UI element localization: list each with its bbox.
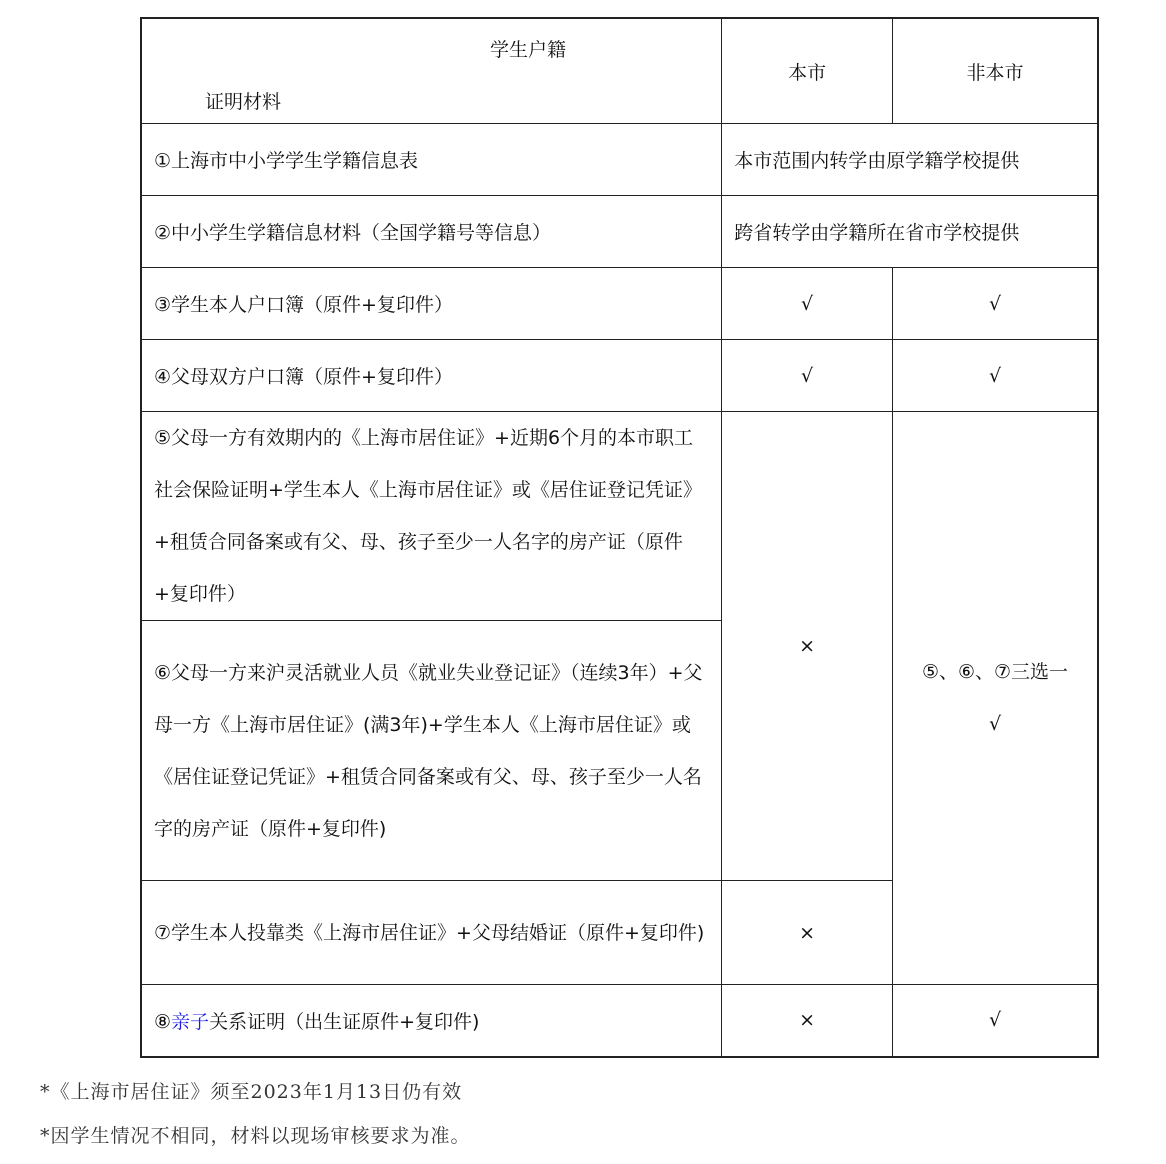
material-1-note: 本市范围内转学由原学籍学校提供	[722, 124, 1098, 196]
material-5-7-nonlocal	[893, 412, 1098, 985]
header-local: 本市	[722, 18, 893, 124]
material-5-6-local: ×	[722, 412, 893, 881]
material-7-local: ×	[722, 881, 893, 985]
header-diagonal-cell	[141, 18, 722, 124]
material-8-local: ×	[722, 985, 893, 1057]
material-4-local: √	[722, 340, 893, 412]
footnote-1: *《上海市居住证》须至2023年1月13日仍有效	[40, 1081, 463, 1103]
material-4-nonlocal: √	[893, 340, 1098, 412]
material-5: ⑤父母一方有效期内的《上海市居住证》+近期6个月的本市职工社会保险证明+学生本人《上海市居住证》或《居住证登记凭证》+租赁合同备案或有父、母、孩子至少一人名字的房产证（原件+复印件）	[141, 412, 722, 621]
material-8	[141, 985, 722, 1057]
material-4: ④父母双方户口簿（原件+复印件）	[141, 340, 722, 412]
material-8-prefix: ⑧	[154, 1010, 172, 1033]
materials-table	[140, 17, 1099, 1058]
choose-one-text: ⑤、⑥、⑦三选一	[921, 661, 1069, 683]
material-8-nonlocal: √	[893, 985, 1098, 1057]
header-materials-label: 证明材料	[205, 91, 282, 113]
choose-one-mark: √	[988, 713, 1002, 735]
footnotes	[40, 1076, 471, 1164]
header-household-label: 学生户籍	[490, 39, 567, 61]
material-8-suffix: 关系证明（出生证原件+复印件)	[209, 1010, 480, 1033]
material-3-local: √	[722, 268, 893, 340]
material-2-note: 跨省转学由学籍所在省市学校提供	[722, 196, 1098, 268]
parent-child-link[interactable]: 亲子	[171, 1010, 210, 1033]
material-1: ①上海市中小学学生学籍信息表	[141, 124, 722, 196]
material-6: ⑥父母一方来沪灵活就业人员《就业失业登记证》（连续3年）+父母一方《上海市居住证》(满3年)+学生本人《上海市居住证》或《居住证登记凭证》+租赁合同备案或有父、母、孩子至少一人名字的房产证（原件+复印件)	[141, 621, 722, 881]
footnote-2: *因学生情况不相同，材料以现场审核要求为准。	[40, 1125, 471, 1147]
material-3: ③学生本人户口簿（原件+复印件）	[141, 268, 722, 340]
material-3-nonlocal: √	[893, 268, 1098, 340]
material-2: ②中小学生学籍信息材料（全国学籍号等信息）	[141, 196, 722, 268]
header-nonlocal: 非本市	[893, 18, 1098, 124]
material-7: ⑦学生本人投靠类《上海市居住证》+父母结婚证（原件+复印件)	[141, 881, 722, 985]
